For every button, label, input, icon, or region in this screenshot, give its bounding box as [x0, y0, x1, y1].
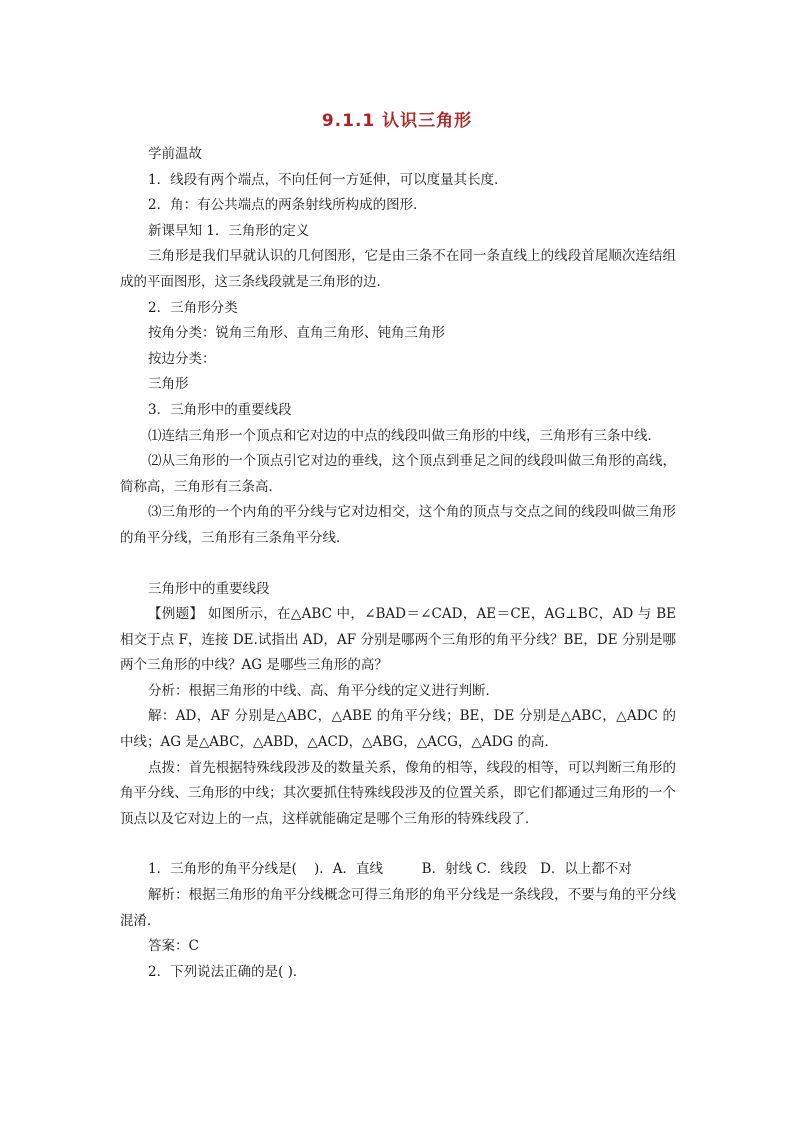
preview-heading: 学前温故: [148, 146, 202, 162]
bisector-definition: ⑶三角形的一个内角的平分线与它对边相交，这个角的顶点与交点之间的线段叫做三角形的角平分线，三角形有三条角平分线．: [120, 504, 676, 546]
classification-heading: 2．三角形分类: [148, 299, 238, 316]
classification-by-side: 按边分类：: [148, 350, 216, 367]
example-analysis: 分析：根据三角形的中线、高、角平分线的定义进行判断．: [148, 682, 499, 699]
page-title: 9.1.1 认识三角形: [321, 111, 473, 131]
preview-item-1: 1．线段有两个端点，不向任何一方延伸，可以度量其长度．: [148, 171, 508, 188]
triangle-word: 三角形: [148, 376, 189, 393]
altitude-definition: ⑵从三角形的一个顶点引它对边的垂线，这个顶点到垂足之间的线段叫做三角形的高线，简称高，三角形有三条高．: [120, 453, 676, 495]
triangle-definition: 三角形是我们早就认识的几何图形，它是由三条不在同一条直线上的线段首尾顺次连结组成的平面图形，这三条线段就是三角形的边．: [120, 248, 676, 290]
example-problem: 【例题】 如图所示，在△ABC 中，∠BAD＝∠CAD，AE＝CE，AG⊥BC，AD 与 BE 相交于点 F，连接 DE.试指出 AD，AF 分别是哪两个三角形的角平分线？BE，DE 分别是哪两个三角形的中线？AG 是哪些三角形的高？: [120, 606, 676, 674]
classification-by-angle: 按角分类：锐角三角形、直角三角形、钝角三角形: [148, 325, 445, 342]
document-body: [120, 142, 676, 985]
example-solution: 解：AD，AF 分别是△ABC，△ABE 的角平分线；BE，DE 分别是△ABC，△ADC 的中线；AG 是△ABC，△ABD，△ACD，△ABG，△ACG，△ADG 的高．: [120, 708, 676, 751]
important-lines-heading: 3．三角形中的重要线段: [148, 401, 292, 418]
preview-item-2: 2．角：有公共端点的两条射线所构成的图形．: [148, 197, 427, 214]
section-spacer: [120, 832, 676, 857]
example-remark: 点拨：首先根据特殊线段涉及的数量关系，像角的相等，线段的相等，可以判断三角形的角平分线、三角形的中线；其次要抓住特殊线段涉及的位置关系，即它们都通过三角形的一个顶点以及它对边上的一点，这样就能确定是哪个三角形的特殊线段了．: [120, 759, 676, 827]
median-definition: ⑴连结三角形一个顶点和它对边的中点的线段叫做三角形的中线，三角形有三条中线．: [148, 427, 661, 444]
example-section-heading: 三角形中的重要线段: [148, 580, 270, 597]
newlesson-heading: 新课早知 1．三角形的定义: [148, 222, 310, 239]
exercise-question-2: 2．下列说法正确的是( )．: [148, 963, 307, 980]
exercise-question-1: 1．三角形的角平分线是( )．A．直线 B．射线 C．线段 D．以上都不对: [148, 861, 632, 878]
section-spacer: [120, 552, 676, 577]
exercise-1-answer: 答案：C: [148, 938, 199, 955]
exercise-1-explanation: 解析：根据三角形的角平分线概念可得三角形的角平分线是一条线段，不要与角的平分线混淆．: [120, 887, 676, 929]
